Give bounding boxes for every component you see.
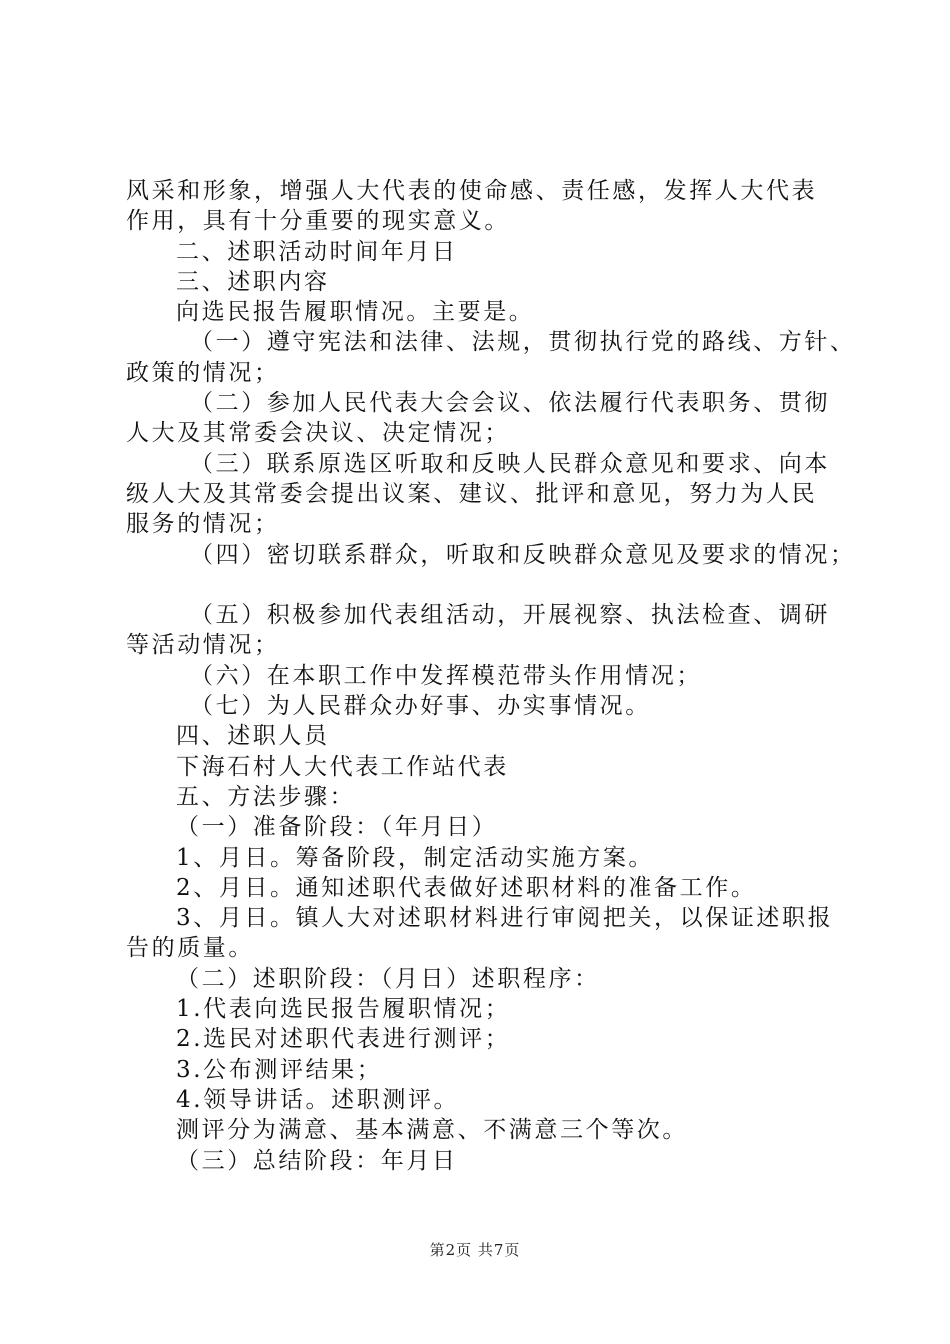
list-item: 1.代表向选民报告履职情况； bbox=[176, 996, 511, 1023]
section-heading: 四、述职人员 bbox=[176, 723, 330, 750]
list-item: （三）总结阶段：年月日 bbox=[176, 1147, 458, 1174]
list-item: （六）在本职工作中发挥模范带头作用情况； bbox=[190, 662, 702, 689]
paragraph-line: 人大及其常委会决议、决定情况； bbox=[126, 420, 510, 447]
document-body bbox=[126, 176, 856, 1176]
section-heading: 三、述职内容 bbox=[176, 268, 330, 295]
list-item: 3、月日。镇人大对述职材料进行审阅把关，以保证述职报 bbox=[176, 905, 834, 932]
paragraph-line: 向选民报告履职情况。主要是。 bbox=[176, 299, 535, 326]
list-item: （四）密切联系群众，听取和反映群众意见及要求的情况； bbox=[190, 541, 856, 568]
paragraph-line: 告的质量。 bbox=[126, 935, 254, 962]
paragraph-line: 服务的情况； bbox=[126, 511, 280, 538]
list-item: 2.选民对述职代表进行测评； bbox=[176, 1026, 511, 1053]
paragraph-line: 风采和形象，增强人大代表的使命感、责任感，发挥人大代表 bbox=[126, 178, 818, 204]
paragraph-line: 测评分为满意、基本满意、不满意三个等次。 bbox=[176, 1117, 688, 1144]
list-item: （一）遵守宪法和法律、法规，贯彻执行党的路线、方针、 bbox=[190, 329, 856, 356]
list-item: 4.领导讲话。述职测评。 bbox=[176, 1086, 460, 1113]
list-item: 1、月日。筹备阶段，制定活动实施方案。 bbox=[176, 844, 655, 871]
list-item: （一）准备阶段：（年月日） bbox=[176, 814, 498, 841]
paragraph-line: 级人大及其常委会提出议案、建议、批评和意见，努力为人民 bbox=[126, 480, 818, 507]
section-heading: 五、方法步骤： bbox=[176, 783, 356, 810]
list-item: （七）为人民群众办好事、办实事情况。 bbox=[190, 693, 651, 720]
list-item: （五）积极参加代表组活动，开展视察、执法检查、调研 bbox=[190, 602, 830, 629]
list-item: （三）联系原选区听取和反映人民群众意见和要求、向本 bbox=[190, 450, 830, 477]
section-heading: 二、述职活动时间年月日 bbox=[176, 238, 458, 265]
blank-line bbox=[126, 570, 846, 600]
list-item: （二）述职阶段：（月日）述职程序： bbox=[176, 965, 600, 992]
paragraph-line: 下海石村人大代表工作站代表 bbox=[176, 753, 509, 780]
paragraph-line: 作用，具有十分重要的现实意义。 bbox=[126, 208, 510, 235]
list-item: （二）参加人民代表大会会议、依法履行代表职务、贯彻 bbox=[190, 390, 830, 417]
list-item: 2、月日。通知述职代表做好述职材料的准备工作。 bbox=[176, 874, 757, 901]
paragraph-line: 等活动情况； bbox=[126, 632, 280, 659]
page-number-footer: 第2页 共7页 bbox=[429, 1241, 521, 1259]
paragraph-line: 政策的情况； bbox=[126, 359, 280, 386]
list-item: 3.公布测评结果； bbox=[176, 1056, 383, 1083]
